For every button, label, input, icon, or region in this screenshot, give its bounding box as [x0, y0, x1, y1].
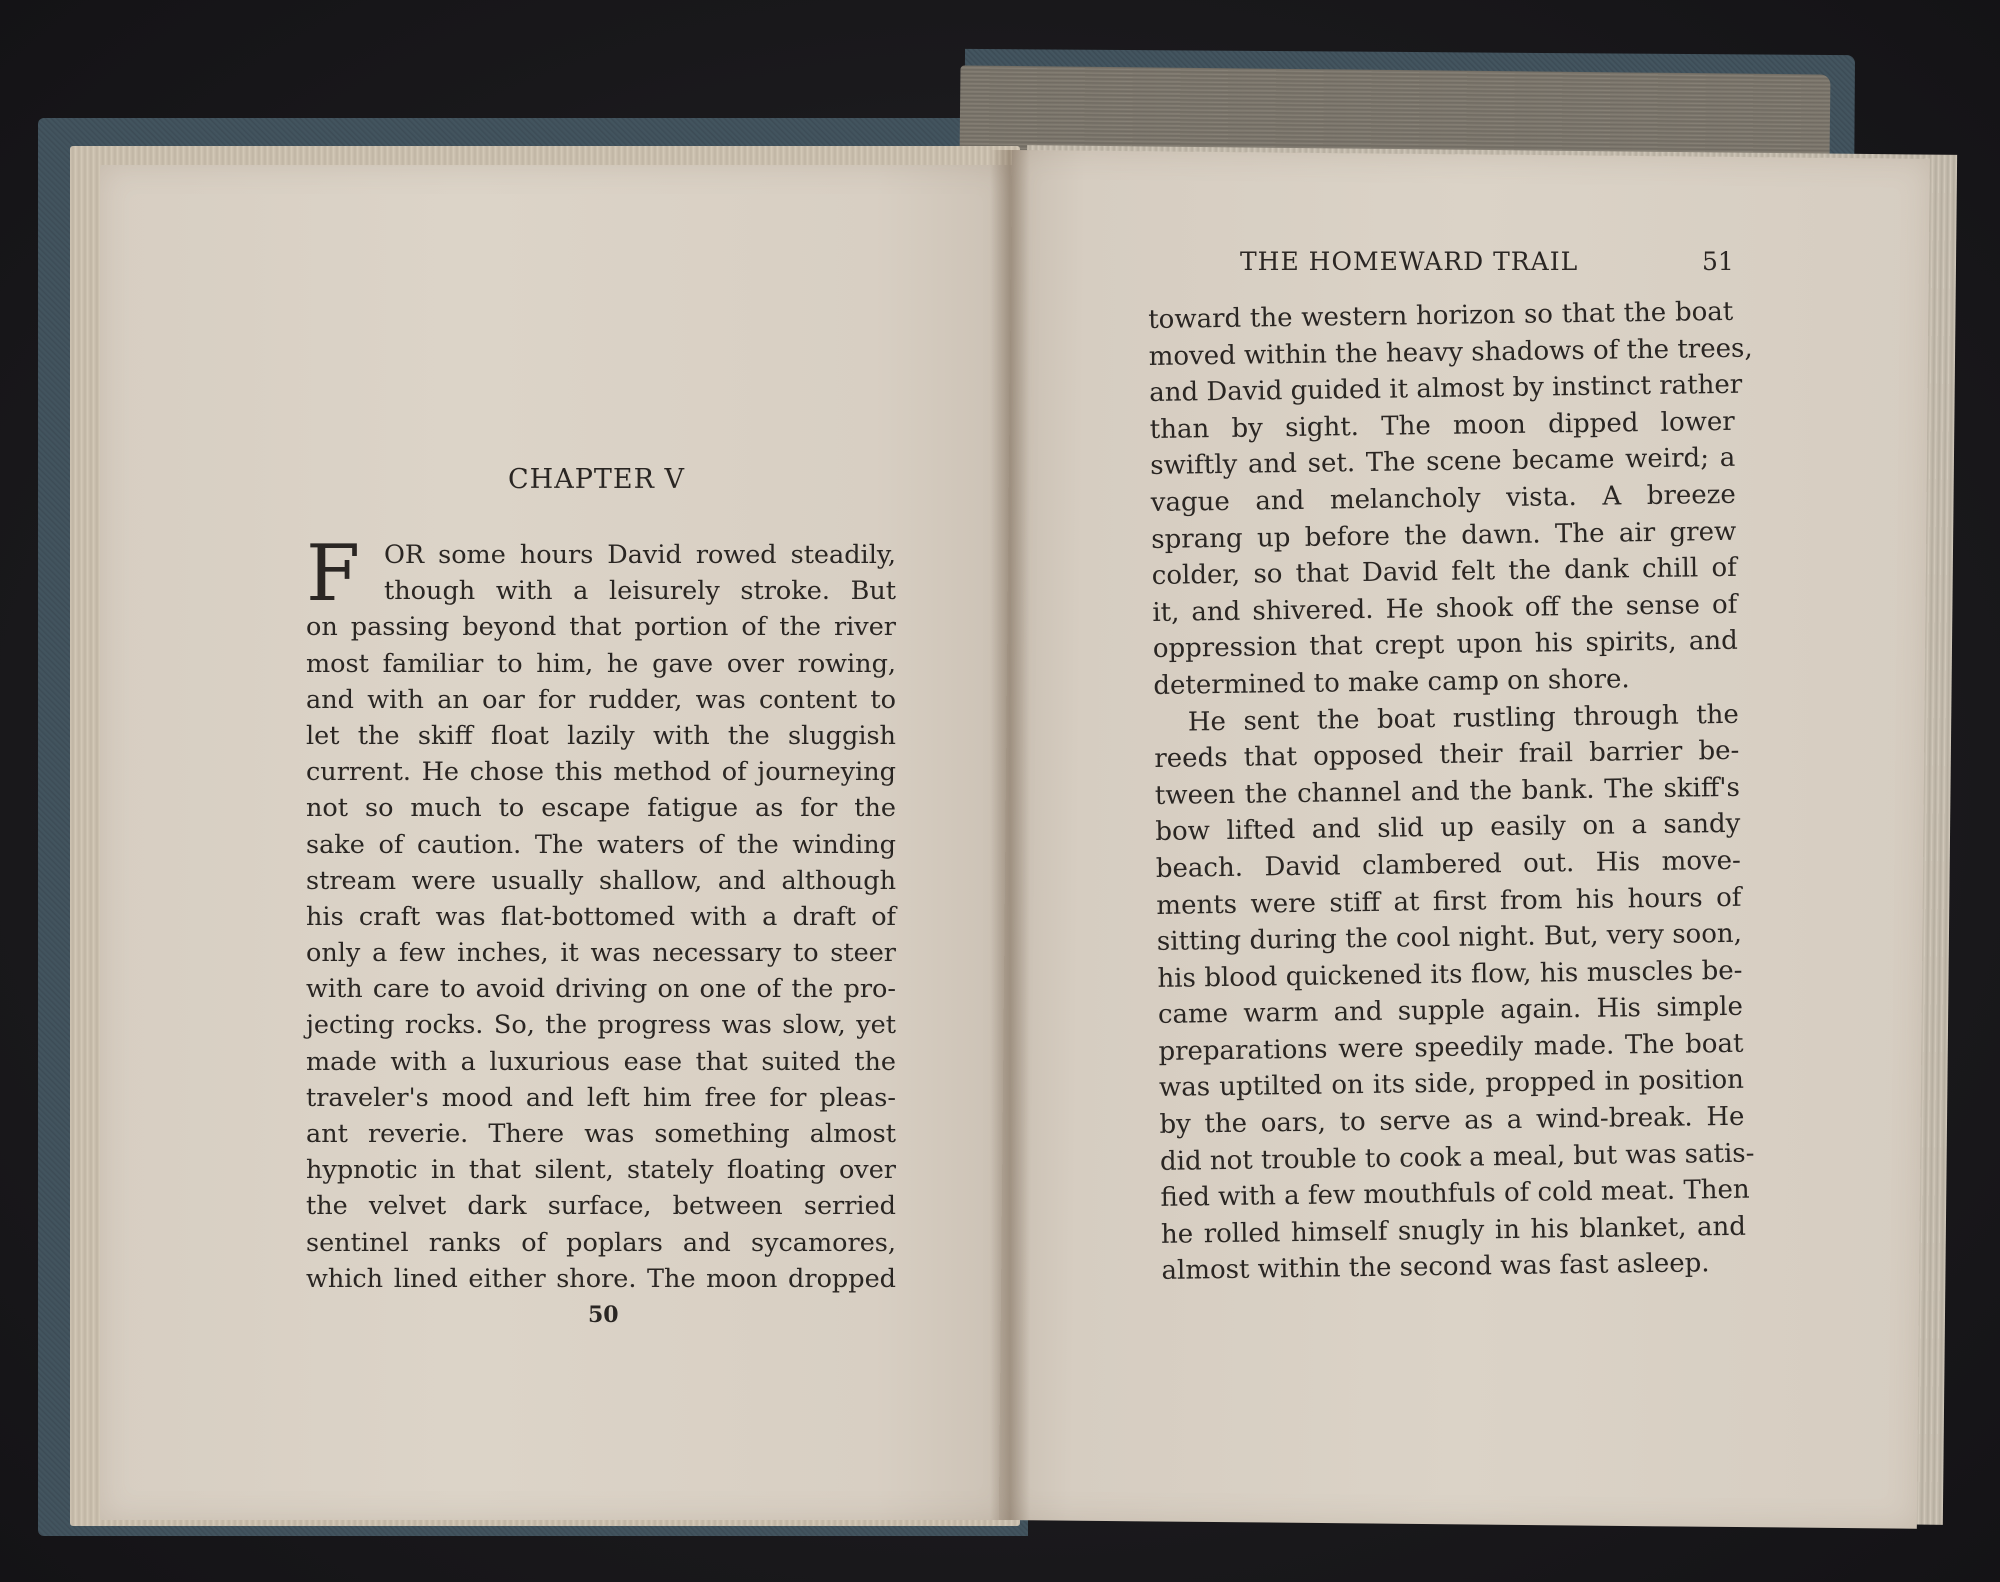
running-head: THE HOMEWARD TRAIL [1240, 247, 1579, 276]
text-line: bow lifted and slid up easily on a sandy [1155, 809, 1741, 848]
text-line: colder, so that David felt the dank chill of [1151, 552, 1737, 592]
text-line: sake of caution. The waters of the winding [306, 829, 896, 860]
text-line: preparations were speedily made. The boat [1158, 1028, 1744, 1067]
page-number-right: 51 [1702, 247, 1734, 276]
text-line: toward the western horizon so that the boat [1148, 296, 1734, 335]
text-line: and David guided it almost by instinct rather [1149, 369, 1743, 409]
text-line: ant reverie. There was something almost [306, 1119, 896, 1149]
text-line: sprang up before the dawn. The air grew [1151, 516, 1737, 555]
text-line: fied with a few mouthfuls of cold meat. Then [1160, 1174, 1750, 1214]
text-line: hypnotic in that silent, stately floating over [306, 1155, 896, 1186]
text-line: though with a leisurely stroke. But [384, 576, 896, 607]
text-line: vague and melancholy vista. A breeze [1150, 479, 1736, 518]
text-line: OR some hours David rowed steadily, [384, 540, 896, 570]
text-line: most familiar to him, he gave over rowing, [306, 648, 896, 679]
text-line: by the oars, to serve as a wind-break. He [1159, 1101, 1745, 1140]
text-line: his craft was flat-bottomed with a draft of [306, 901, 896, 932]
text-line: with care to avoid driving on one of the pro- [306, 974, 896, 1005]
text-line: the velvet dark surface, between serried [306, 1191, 896, 1222]
text-line: only a few inches, it was necessary to steer [306, 938, 896, 969]
text-line: it, and shivered. He shook off the sense of [1152, 589, 1738, 628]
text-line: swiftly and set. The scene became weird; a [1150, 443, 1736, 482]
right-page-text [1148, 294, 1755, 1290]
text-line: than by sight. The moon dipped lower [1149, 406, 1735, 445]
left-page-text [306, 529, 896, 1297]
text-line: he rolled himself snugly in his blanket, and [1160, 1211, 1747, 1250]
page-number-left: 50 [588, 1302, 619, 1328]
text-line: traveler's mood and left him free for pleas- [306, 1082, 896, 1113]
text-line: He sent the boat rustling through the [1187, 699, 1740, 738]
text-line: sentinel ranks of poplars and sycamores, [306, 1227, 896, 1258]
book-gutter [990, 150, 1030, 1520]
text-line: ments were stiff at first from his hours of [1156, 882, 1742, 921]
text-line: did not trouble to cook a meal, but was satis- [1159, 1138, 1755, 1177]
text-line: current. He chose this method of journeying [306, 757, 896, 788]
text-line: tween the channel and the bank. The skiff's [1154, 772, 1741, 811]
text-line: sitting during the cool night. But, very soon, [1156, 918, 1743, 958]
text-line: which lined either shore. The moon dropped [306, 1263, 896, 1294]
drop-cap: F [306, 529, 361, 619]
chapter-heading: CHAPTER V [508, 464, 685, 495]
text-line: came warm and supple again. His simple [1157, 992, 1744, 1031]
text-line: jecting rocks. So, the progress was slow, yet [306, 1010, 896, 1041]
text-line: almost within the second was fast asleep. [1161, 1248, 1710, 1287]
text-line: not so much to escape fatigue as for the [306, 793, 896, 824]
text-line: oppression that crept upon his spirits, and [1152, 626, 1739, 665]
text-line: on passing beyond that portion of the river [306, 612, 896, 643]
text-line: and with an oar for rudder, was content to [306, 684, 896, 715]
text-line: was uptilted on its side, propped in position [1158, 1065, 1745, 1104]
text-line: stream were usually shallow, and although [306, 865, 896, 896]
text-line: made with a luxurious ease that suited the [306, 1046, 896, 1077]
text-line: his blood quickened its flow, his muscles be- [1157, 955, 1743, 994]
text-line: determined to make camp on shore. [1153, 664, 1630, 701]
text-line: beach. David clambered out. His move- [1155, 845, 1742, 884]
text-line: moved within the heavy shadows of the trees, [1148, 333, 1753, 372]
text-line: reeds that opposed their frail barrier be- [1154, 735, 1740, 775]
text-line: let the skiff float lazily with the sluggish [306, 720, 896, 751]
